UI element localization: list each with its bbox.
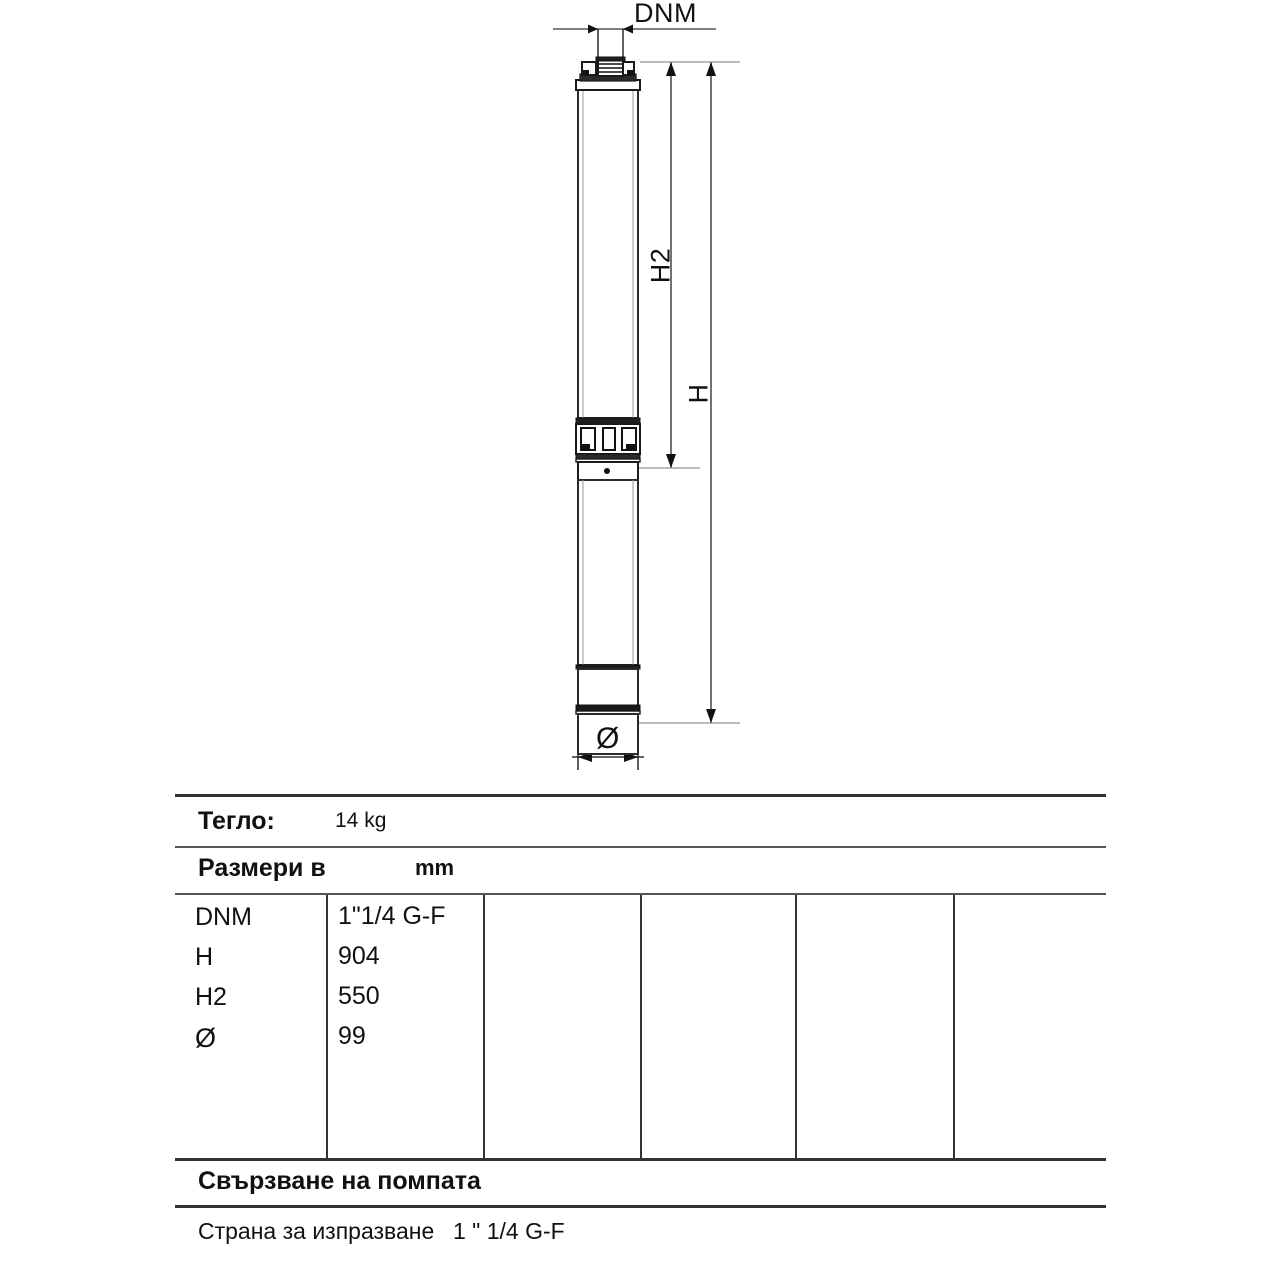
h2-arrow-top [666,62,676,76]
dnm-arrow-left [588,25,598,34]
connection-header: Свързване на помпата [198,1167,481,1195]
connection-row-value-0: 1 " 1/4 G-F [453,1218,565,1244]
dnm-arrow-right [623,25,633,34]
diameter-label: Ø [596,722,620,755]
dimension-value-1: 904 [338,942,380,970]
h2-label: H2 [645,247,676,284]
dimension-value-2: 550 [338,982,380,1010]
table-rule-connection-bottom [175,1205,1106,1208]
column-divider-4 [795,895,797,1160]
column-divider-5 [953,895,955,1160]
dimension-name-3: Ø [195,1023,217,1053]
dimension-value-0: 1"1/4 G-F [338,902,446,930]
table-rule-weight-bottom [175,846,1106,848]
dimension-name-1: H [195,943,214,971]
weight-value: 14 kg [335,809,387,832]
h-arrow-top [706,62,716,76]
column-divider-2 [483,895,485,1160]
dnm-label: DNM [634,0,697,28]
connection-row-label-0: Страна за изпразване [198,1218,435,1244]
dimensions-header-label: Размери в [198,854,326,882]
dimension-name-0: DNM [195,903,252,931]
h2-arrow-bottom [666,454,676,468]
dimensions-unit-label: mm [415,855,455,880]
table-rule-top [175,794,1106,797]
h-arrow-bottom [706,709,716,723]
dimension-value-3: 99 [338,1022,366,1050]
pump-suction-coupling [576,418,640,480]
pump-motor-body [576,480,640,754]
dimension-name-2: H2 [195,983,227,1011]
weight-label: Тегло: [198,807,275,835]
column-divider-1 [326,895,328,1160]
specification-table [175,790,1106,1270]
pump-upper-casing [578,88,638,418]
h-label: H [683,383,714,404]
pump-head-assembly [576,57,640,90]
column-divider-3 [640,895,642,1160]
